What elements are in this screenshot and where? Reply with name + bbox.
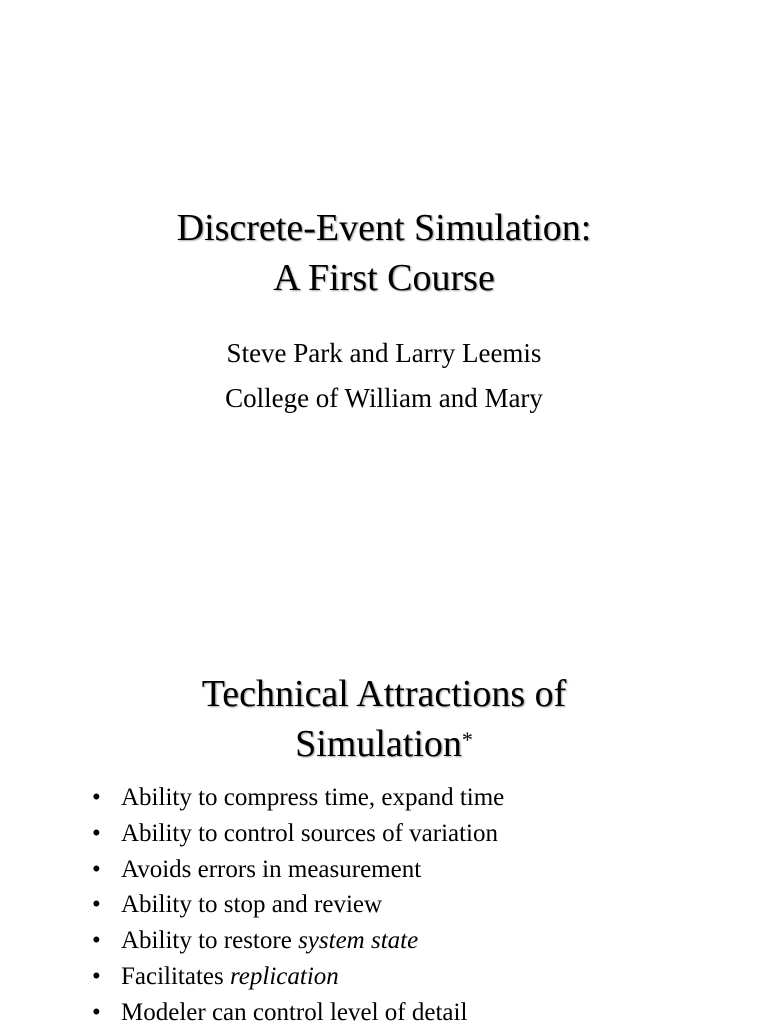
bullet-icon: • <box>92 784 101 811</box>
bullet-list <box>92 780 504 1031</box>
title-line-2 <box>0 719 768 769</box>
title-line-1: Discrete-Event Simulation: <box>176 207 592 249</box>
list-item <box>92 959 504 995</box>
list-item <box>92 923 504 959</box>
list-item-emphasis: system state <box>298 927 419 955</box>
list-item <box>92 887 504 923</box>
list-item-text: Modeler can control level of detail <box>121 998 468 1026</box>
title-line-1: Technical Attractions of <box>201 673 567 715</box>
list-item-text: Ability to stop and review <box>121 891 383 919</box>
affiliation: College of William and Mary <box>225 383 543 413</box>
list-item <box>92 816 504 852</box>
bullet-icon: • <box>92 927 101 955</box>
list-item <box>92 780 504 816</box>
list-item-text: Facilitates <box>121 962 230 990</box>
bullet-icon: • <box>92 998 101 1026</box>
bullet-icon: • <box>92 819 101 847</box>
list-item-emphasis: replication <box>230 962 339 990</box>
content-slide <box>0 600 768 1024</box>
list-item <box>92 852 504 888</box>
list-item-text: Ability to compress time, expand time <box>121 784 505 811</box>
list-item <box>92 995 504 1031</box>
bullet-icon: • <box>92 855 101 883</box>
list-item-text: Ability to restore <box>121 927 299 955</box>
footnote-mark: * <box>461 727 473 752</box>
bullet-icon: • <box>92 891 101 919</box>
bullet-icon: • <box>92 962 101 990</box>
title-line-2: A First Course <box>273 257 495 299</box>
title-line-2-text: Simulation <box>295 723 462 765</box>
slide-title <box>0 669 768 769</box>
list-item-text: Ability to control sources of variation <box>121 819 499 847</box>
slide-title <box>0 203 768 303</box>
list-item-text: Avoids errors in measurement <box>121 855 422 883</box>
authors: Steve Park and Larry Leemis <box>226 338 542 368</box>
